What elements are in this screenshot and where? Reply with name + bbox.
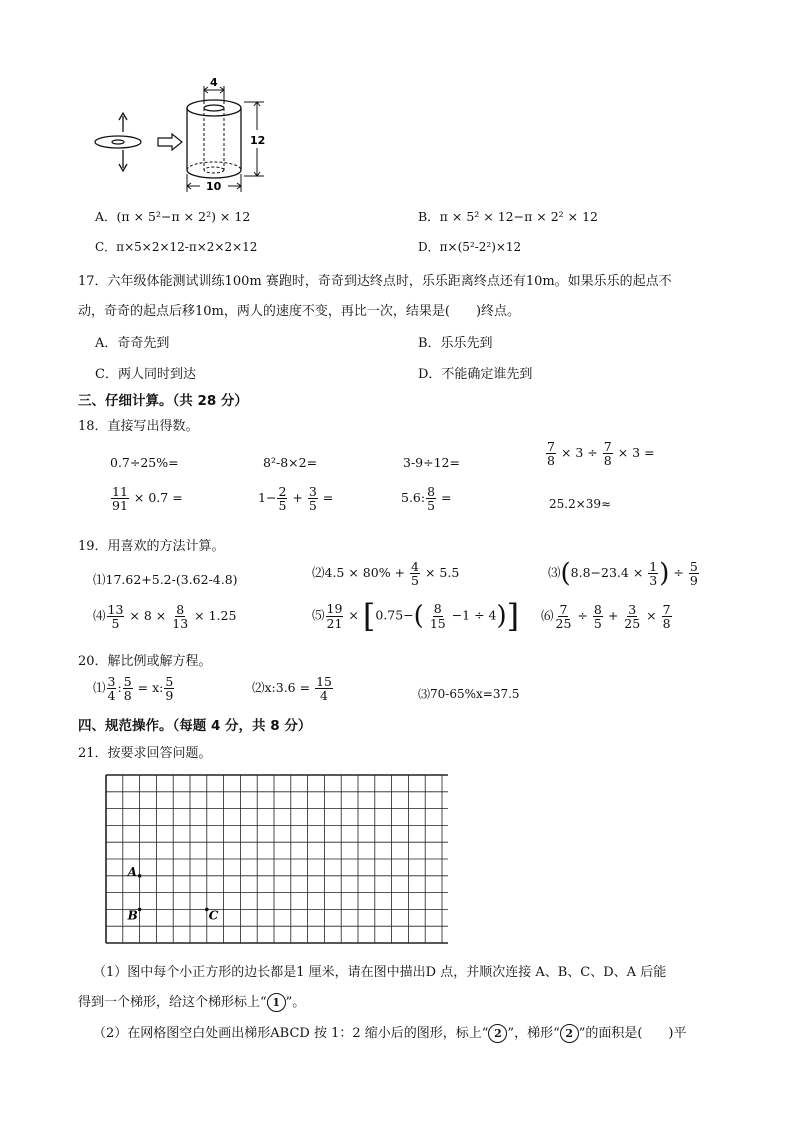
q20-title: 20．解比例或解方程。 — [78, 654, 212, 669]
q17-text-line1: 17．六年级体能测试训练100m 赛跑时，奇奇到达终点时，乐乐距离终点还有10m。如果乐乐的起点不 — [78, 274, 672, 289]
q21-grid[interactable] — [104, 773, 448, 947]
q21-sub1-line2: 得到一个梯形，给这个梯形标上“ 1 ”。 — [78, 995, 306, 1010]
q18-title: 18．直接写出得数。 — [78, 419, 199, 434]
q19-item-5: ⑸ $\frac{19}{21}$ × [0.75−( $\frac{8}{15}$ −1 ÷ 4)] — [312, 597, 520, 635]
q18-item-6: 1− $\frac{2}{5}$ + $\frac{3}{5}$ = — [258, 484, 334, 514]
q20-item-1: ⑴ $\frac{3}{4}$ : $\frac{5}{8}$ = x: $\frac{5}{9}$ — [93, 674, 174, 704]
q20-item-2: ⑵x:3.6 = $\frac{15}{4}$ — [252, 674, 332, 704]
q19-item-6: ⑹ $\frac{7}{25}$ ÷ $\frac{8}{5}$ + $\frac{3}{25}$ × $\frac{7}{8}$ — [541, 602, 671, 632]
point-a-dot — [138, 874, 142, 878]
q20-item-3: ⑶70-65%x=37.5 — [418, 687, 520, 701]
q19-item-4: ⑷ $\frac{13}{5}$ × 8 × $\frac{8}{13}$ × 1.25 — [93, 602, 237, 632]
q18-item-5: $\frac{11}{91}$ × 0.7 = — [112, 484, 183, 514]
point-c-label: C — [208, 908, 219, 923]
q18-item-3: 3-9÷12= — [403, 455, 460, 470]
dim-bottom-label: 10 — [206, 180, 222, 193]
q19-title: 19．用喜欢的方法计算。 — [78, 539, 225, 554]
dim-top-label: 4 — [210, 76, 218, 89]
q19-item-2: ⑵4.5 × 80% + $\frac{4}{5}$ × 5.5 — [312, 559, 460, 589]
q17-option-b[interactable]: B．乐乐先到 — [418, 336, 493, 351]
q16-option-b[interactable]: B．π × 5² × 12−π × 2² × 12 — [418, 209, 599, 224]
q19-item-3: ⑶(8.8−23.4 × $\frac{1}{3}$ ) ÷ $\frac{5}{9}$ — [548, 558, 698, 589]
circled-number-1: 1 — [267, 993, 286, 1012]
section-4-heading: 四、规范操作。（每题 4 分，共 8 分） — [78, 718, 312, 734]
point-b-dot — [138, 908, 142, 912]
q17-text-line2: 动，奇奇的起点后移10m，两人的速度不变，再比一次，结果是( )终点。 — [78, 304, 521, 319]
q18-item-7: 5.6: $\frac{8}{5}$ = — [401, 484, 452, 514]
section-3-heading: 三、仔细计算。（共 28 分） — [78, 393, 248, 409]
q17-option-d[interactable]: D．不能确定谁先到 — [418, 367, 533, 382]
q17-option-c[interactable]: C．两人同时到达 — [95, 367, 196, 382]
q16-option-a[interactable]: A．(π × 5²−π × 2²) × 12 — [95, 209, 251, 224]
q18-item-1: 0.7÷25%= — [110, 455, 179, 470]
q18-item-4: $\frac{7}{8}$ × 3 ÷ $\frac{7}{8}$ × 3 = — [547, 439, 655, 469]
point-a-label: A — [127, 864, 137, 879]
q16-option-c[interactable]: C．π×5×2×12-π×2×2×12 — [95, 240, 258, 254]
cylinder-figure — [92, 76, 272, 196]
q18-item-2: 8²-8×2= — [263, 455, 318, 470]
q17-option-a[interactable]: A．奇奇先到 — [95, 336, 170, 351]
point-b-label: B — [127, 908, 138, 923]
q16-option-d[interactable]: D．π×(5²-2²)×12 — [418, 240, 522, 254]
q18-item-8: 25.2×39≈ — [549, 497, 612, 511]
circled-number-2b: 2 — [560, 1024, 579, 1043]
q21-sub1-line1: （1）图中每个小正方形的边长都是1 厘米，请在图中描出D 点，并顺次连接 A、B、C、D、A 后能 — [93, 965, 667, 980]
circled-number-2: 2 — [488, 1024, 507, 1043]
q21-title: 21．按要求回答问题。 — [78, 746, 212, 761]
q19-item-1: ⑴17.62+5.2-(3.62-4.8) — [93, 572, 238, 587]
dim-side-label: 12 — [250, 134, 266, 147]
q21-sub2-line: （2）在网格图空白处画出梯形ABCD 按 1：2 缩小后的图形，标上“ 2 ”，梯形“ 2 ”的面积是( )平 — [93, 1026, 687, 1041]
